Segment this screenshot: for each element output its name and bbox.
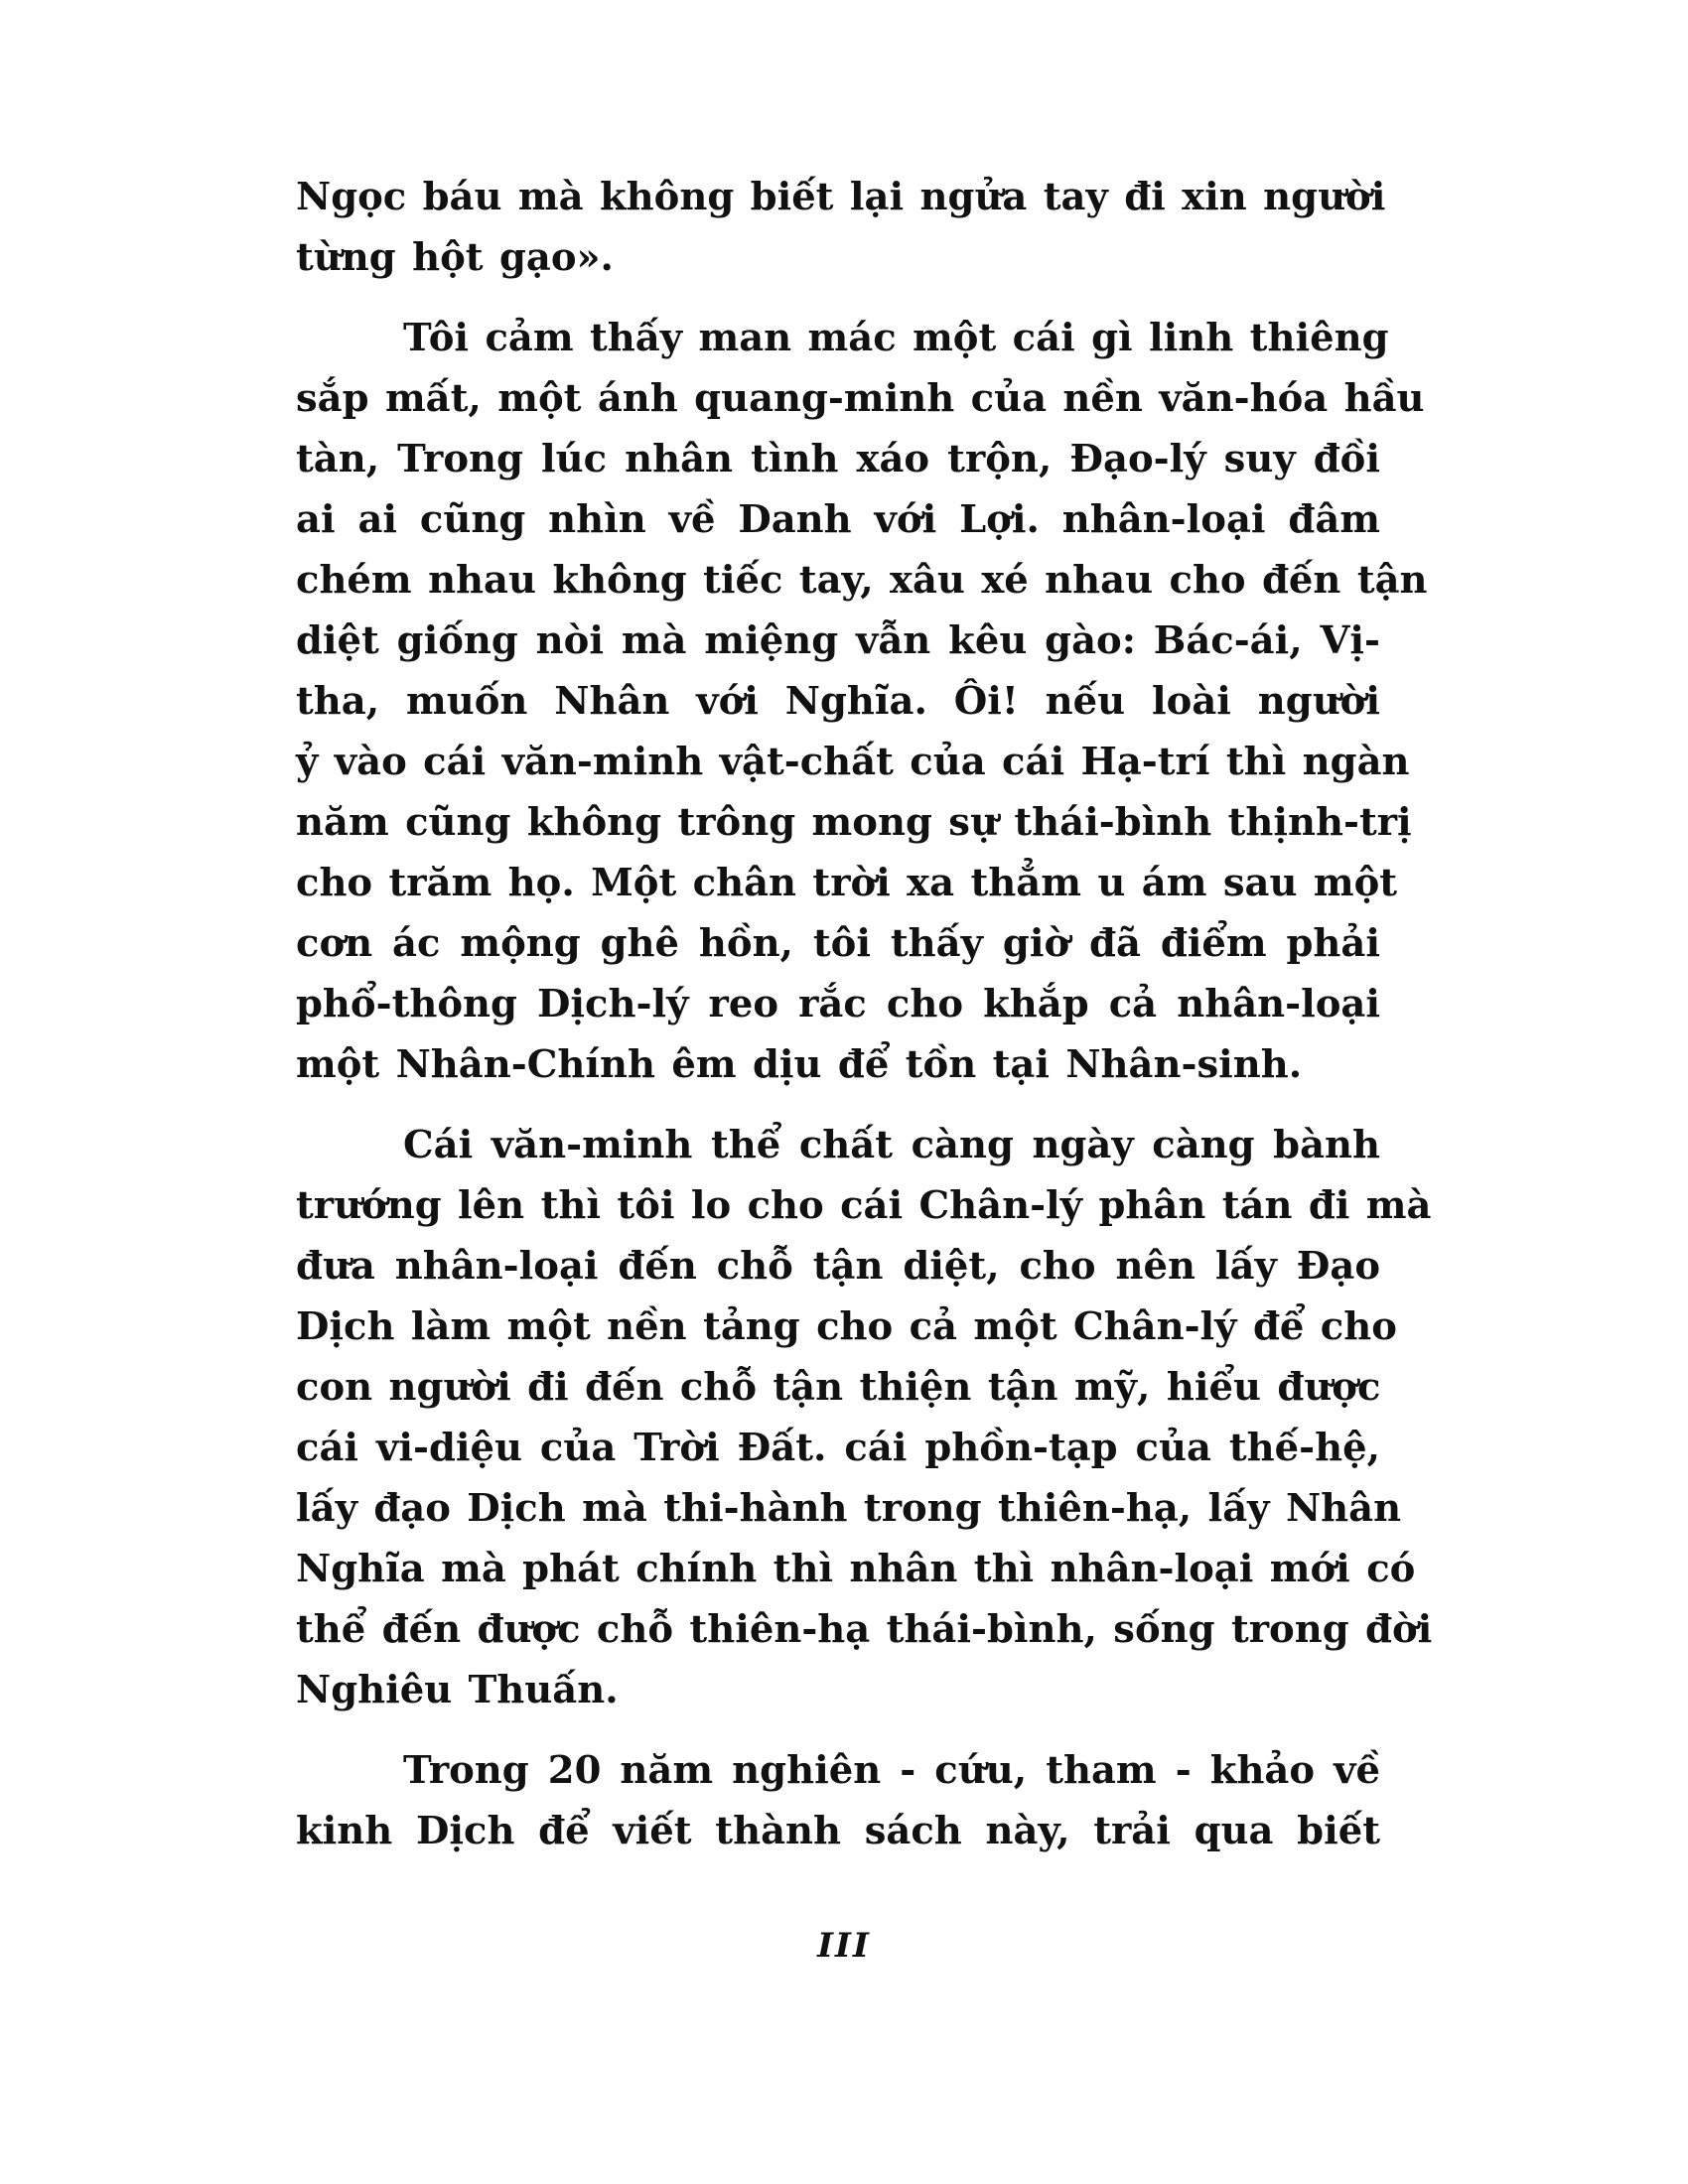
text-line: Dịch làm một nền tảng cho cả một Chân-lý để cho bbox=[296, 1304, 1397, 1349]
text-line: kinh Dịch để viết thành sách này, trải qua biết bbox=[296, 1809, 1380, 1853]
text-line: ai ai cũng nhìn về Danh với Lợi. nhân-loại đâm bbox=[296, 497, 1380, 542]
text-line: chém nhau không tiếc tay, xâu xé nhau cho đến tận bbox=[296, 558, 1428, 603]
page-number: III bbox=[817, 1926, 871, 1966]
text-line: từng hột gạo». bbox=[296, 235, 614, 280]
text-line: phổ-thông Dịch-lý reo rắc cho khắp cả nhân-loại bbox=[296, 982, 1380, 1026]
text-line: tàn, Trong lúc nhân tình xáo trộn, Đạo-lý suy đồi bbox=[296, 437, 1380, 481]
paragraph-gap bbox=[296, 1095, 1380, 1115]
paragraph-gap bbox=[296, 288, 1380, 308]
text-line: cho trăm họ. Một chân trời xa thẳm u ám sau một bbox=[296, 861, 1398, 905]
text-line: đưa nhân-loại đến chỗ tận diệt, cho nên lấy Đạo bbox=[296, 1244, 1380, 1289]
paragraph-3 bbox=[296, 1115, 1433, 1720]
text-line: trướng lên thì tôi lo cho cái Chân-lý phân tán đi mà bbox=[296, 1183, 1432, 1228]
text-line: con người đi đến chỗ tận thiện tận mỹ, hiểu được bbox=[296, 1365, 1381, 1410]
text-line: Tôi cảm thấy man mác một cái gì linh thiêng bbox=[403, 316, 1389, 360]
text-line: diệt giống nòi mà miệng vẫn kêu gào: Bác-ái, Vị- bbox=[296, 618, 1380, 663]
text-line: năm cũng không trông mong sự thái-bình thịnh-trị bbox=[296, 800, 1412, 845]
text-line: một Nhân-Chính êm dịu để tồn tại Nhân-sinh. bbox=[296, 1042, 1303, 1087]
text-line: Ngọc báu mà không biết lại ngửa tay đi xin người bbox=[296, 175, 1386, 219]
text-line: cái vi-diệu của Trời Đất. cái phồn-tạp của thế-hệ, bbox=[296, 1426, 1380, 1470]
text-line: Cái văn-minh thể chất càng ngày càng bành bbox=[403, 1123, 1380, 1167]
text-line: ỷ vào cái văn-minh vật-chất của cái Hạ-trí thì ngàn bbox=[296, 740, 1410, 784]
text-line: lấy đạo Dịch mà thi-hành trong thiên-hạ, lấy Nhân bbox=[296, 1486, 1402, 1531]
paragraph-1 bbox=[296, 167, 1386, 288]
text-line: cơn ác mộng ghê hồn, tôi thấy giờ đã điểm phải bbox=[296, 921, 1380, 966]
text-line: Nghiêu Thuấn. bbox=[296, 1668, 619, 1712]
text-line: Nghĩa mà phát chính thì nhân thì nhân-loại mới có bbox=[296, 1547, 1416, 1591]
text-line: tha, muốn Nhân với Nghĩa. Ôi! nếu loài người bbox=[296, 679, 1380, 724]
text-line: thể đến được chỗ thiên-hạ thái-bình, sống trong đời bbox=[296, 1607, 1433, 1652]
text-line: sắp mất, một ánh quang-minh của nền văn-hóa hầu bbox=[296, 376, 1425, 421]
paragraph-gap bbox=[296, 1720, 1380, 1740]
page-body bbox=[296, 167, 1433, 1861]
text-line: Trong 20 năm nghiên - cứu, tham - khảo về bbox=[403, 1748, 1380, 1793]
paragraph-2 bbox=[296, 308, 1428, 1095]
paragraph-4 bbox=[296, 1740, 1380, 1861]
